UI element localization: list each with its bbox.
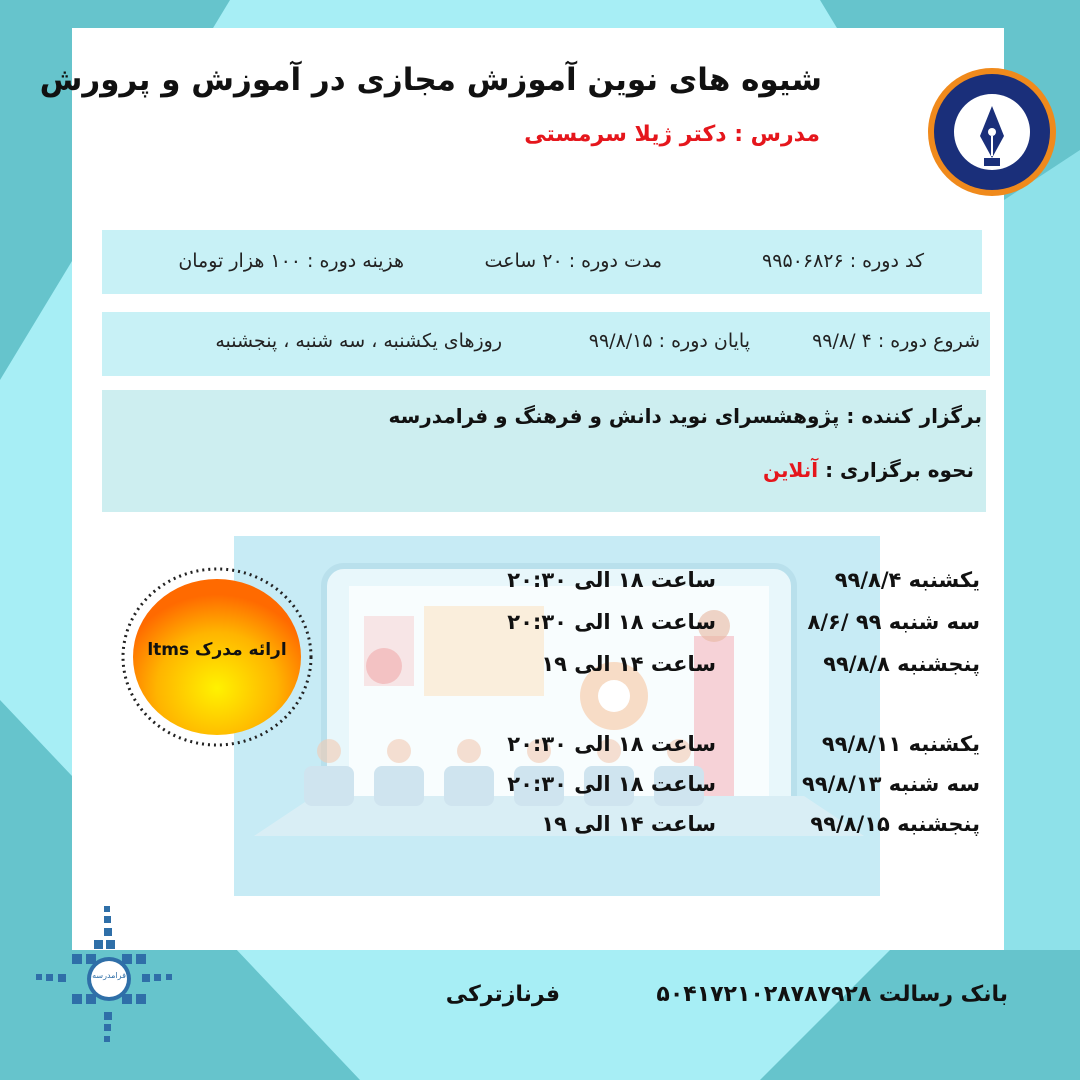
course-duration: مدت دوره : ۲۰ ساعت	[484, 250, 662, 272]
course-end: پایان دوره : ۹۹/۸/۱۵	[588, 330, 750, 352]
mode-line	[763, 458, 974, 482]
schedule-time-2: ساعت ۱۸ الی ۲۰:۳۰	[507, 610, 716, 634]
schedule-time-3: ساعت ۱۴ الی ۱۹	[541, 652, 716, 676]
schedule-day-6: پنجشنبه ۹۹/۸/۱۵	[810, 812, 980, 836]
course-days: روزهای یکشنبه ، سه شنبه ، پنجشنبه	[215, 330, 502, 352]
schedule-time-4: ساعت ۱۸ الی ۲۰:۳۰	[507, 732, 716, 756]
faramadrese-logo-text: فرامدرسه	[92, 971, 126, 980]
logo-seal	[926, 66, 1058, 198]
course-start: شروع دوره : ۴ /۹۹/۸	[812, 330, 980, 352]
mode-label: نحوه برگزاری :	[825, 458, 974, 482]
schedule-day-3: پنجشنبه ۹۹/۸/۸	[823, 652, 980, 676]
bank-account: بانک رسالت ۵۰۴۱۷۲۱۰۲۸۷۸۷۹۲۸	[656, 982, 1008, 1007]
page-title: شیوه های نوین آموزش مجازی در آموزش و پرورش	[39, 62, 822, 98]
teacher-name: مدرس : دکتر ژیلا سرمستی	[524, 122, 820, 147]
schedule-day-4: یکشنبه ۹۹/۸/۱۱	[821, 732, 980, 756]
organizer: برگزار کننده : پژوهشسرای نوید دانش و فرهنگ و فرامدرسه	[388, 404, 982, 428]
schedule-day-5: سه شنبه ۹۹/۸/۱۳	[802, 772, 980, 796]
schedule-day-1: یکشنبه ۹۹/۸/۴	[834, 568, 980, 592]
mode-value: آنلاین	[763, 458, 819, 482]
course-code: کد دوره : ۹۹۵۰۶۸۲۶	[762, 250, 924, 272]
schedule-time-6: ساعت ۱۴ الی ۱۹	[541, 812, 716, 836]
schedule-time-1: ساعت ۱۸ الی ۲۰:۳۰	[507, 568, 716, 592]
badge-text: ارائه مدرک ltms	[147, 640, 287, 660]
schedule-time-5: ساعت ۱۸ الی ۲۰:۳۰	[507, 772, 716, 796]
schedule-day-2: سه شنبه ۹۹ /۸/۶	[807, 610, 980, 634]
course-fee: هزینه دوره : ۱۰۰ هزار تومان	[178, 250, 404, 272]
account-holder: فرنازترکی	[445, 982, 560, 1007]
